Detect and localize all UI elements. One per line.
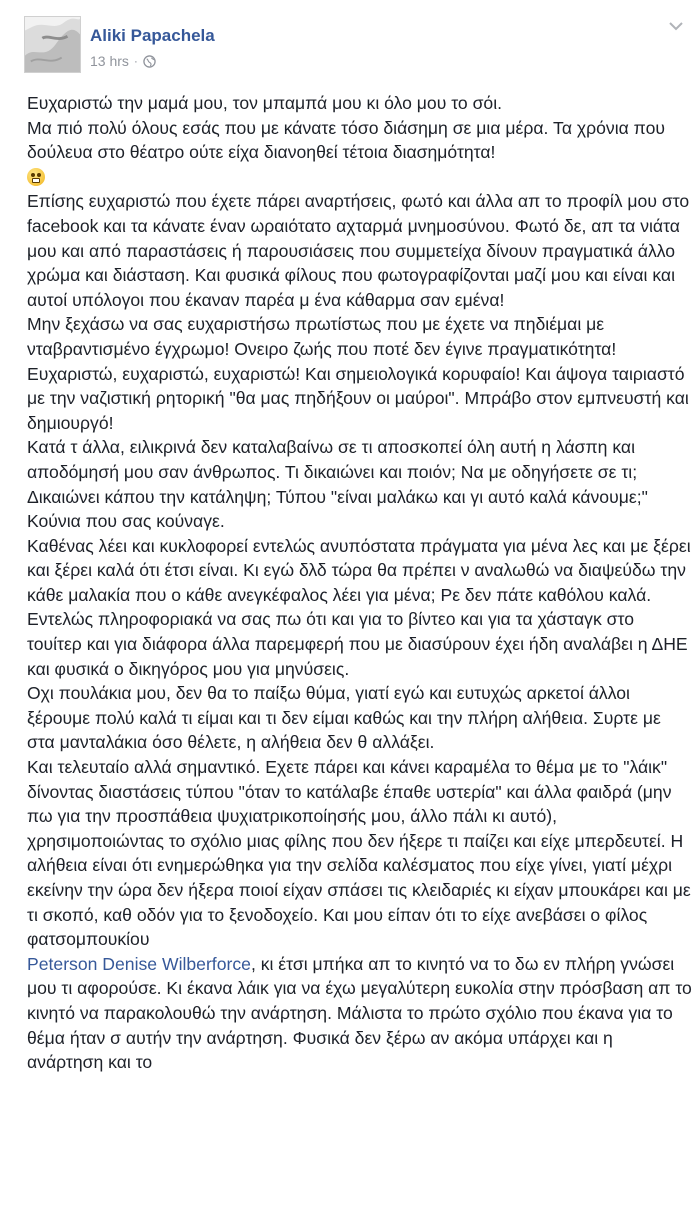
tongue-emoji-icon — [27, 168, 45, 186]
tagged-person-link[interactable]: Peterson Denise Wilberforce — [27, 953, 251, 974]
post-paragraph: Κατά τ άλλα, ειλικρινά δεν καταλαβαίνω σε τι αποσκοπεί όλη αυτή η λάσπη και αποδόμησή μου σαν άνθρωπος. Τι δικαιώνει και ποιόν; Να με οδηγήσετε σε τι; Δικαιώνει κάπου την κατάληψη; Τύπου "είναι μαλάκω και γι αυτό καλά κάνουμε;" — [27, 437, 648, 507]
post-meta — [90, 52, 156, 70]
post-paragraph: Μην ξεχάσω να σας ευχαριστήσω πρωτίστως που με έχετε να πηδιέμαι με νταβραντισμένο έγχρωμο! Ονειρο ζωής που ποτέ δεν έγινε πραγματικότητα! Ευχαριστώ, ευχαριστώ, ευχαριστώ! Και σημειολογικά κορυφαίο! Και άψογα ταιριαστό με την ναζιστική ρητορική "θα μας πηδήξουν οι μαύροι". Μπράβο στον εμπνευστή και δημιουργό! — [27, 314, 689, 433]
chevron-down-icon[interactable] — [668, 20, 684, 32]
post-paragraph — [27, 116, 692, 190]
post-paragraph-text: , κι έτσι μπήκα απ το κινητό να το δω εν πλήρη γνώσει μου τι αφορούσε. Κι έκανα λάικ για να έχω μεγαλύτερη ευκολία στην πρόσβαση απ το κινητό να παρακολουθώ την ανάρτηση. Μάλιστα το πρώτο σχόλιο που έκανα για το θέμα ήταν σ αυτήν την ανάρτηση. Φυσικά δεν ξέρω αν ακόμα υπάρχει και η ανάρτηση και το — [27, 953, 692, 1073]
post-paragraph: Κούνια που σας κούναγε. — [27, 511, 225, 532]
post-paragraph-text: Και τελευταίο αλλά σημαντικό. Εχετε πάρει και κάνει καραμέλα το θέμα με το "λάικ" δίνοντας διαστάσεις τύπου "όταν το κατάλαβε έπαθε υστερία" και άλλα φαιδρά (μην πω για την προσπάθεια ψυχιατρικοποίησής μου, άλλο πάλι κι αυτό), χρησιμοποιώντας το σχόλιο μιας φίλης που δεν ήξερε τι παίζει και είχε μπερδευτεί. Η αλήθεια είναι ότι ενημερώθηκα για την σελίδα καλέσματος που είχε γίνει, γιατί μέχρι εκείνην την ώρα δεν ήξερα ποιοί είχαν σπάσει τις κλειδαριές κι είχαν μπουκάρει και με τι σκοπό, καθ οδόν για το ξενοδοχείο. Και μου είπαν ότι το είχε ανεβάσει ο φίλος φατσομπουκίου — [27, 757, 691, 950]
post-paragraph-text: Μα πιό πολύ όλους εσάς που με κάνατε τόσο διάσημη σε μια μέρα. Τα χρόνια που δούλευα στο θέατρο ούτε είχα διανοηθεί τέτοια διασημότητα! — [27, 117, 665, 163]
avatar[interactable] — [24, 16, 81, 73]
post-paragraph: Καθένας λέει και κυκλοφορεί εντελώς ανυπόστατα πράγματα για μένα λες και με ξέρει και ξέρει καλά ότι έτσι είναι. Κι εγώ δλδ τώρα θα πρέπει ν αναλωθώ να διαψεύδω την κάθε μαλακία που ο κάθε ανεγκέφαλος λέει για μένα; Ρε δεν πάτε καθόλου καλά. — [27, 535, 691, 605]
avatar-image — [25, 17, 80, 72]
post-paragraph: Επίσης ευχαριστώ που έχετε πάρει αναρτήσεις, φωτό και άλλα απ το προφίλ μου στο facebook και τα κάνατε έναν ωραιότατο αχταρμά μνημοσύνου. Φωτό δε, απ τα νιάτα μου και από παραστάσεις ή παρουσιάσεις που συμμετείχα δίνουν πραγματικά άλλο χρώμα και διάσταση. Και φυσικά φίλους που φωτογραφίζονται μαζί μου και είναι και αυτοί υπόλογοι που έκαναν παρέα μ ένα κάθαρμα σαν εμένα! — [27, 191, 690, 310]
post-body — [27, 91, 692, 1075]
post-paragraph: Οχι πουλάκια μου, δεν θα το παίξω θύμα, γιατί εγώ και ευτυχώς αρκετοί άλλοι ξέρουμε πολύ καλά τι είμαι και τι δεν είμαι καθώς και την πλήρη αλήθεια. Συρτε με στα μανταλάκια όσο θέλετε, η αλήθεια δεν θ αλλάξει. — [27, 683, 661, 753]
author-name[interactable]: Aliki Papachela — [90, 26, 215, 45]
post-paragraph — [27, 755, 692, 1075]
post-paragraph: Ευχαριστώ την μαμά μου, τον μπαμπά μου κι όλο μου το σόι. — [27, 93, 503, 113]
globe-icon[interactable] — [143, 55, 156, 68]
meta-separator: · — [133, 54, 138, 68]
post-paragraph: Εντελώς πληροφοριακά να σας πω ότι και για το βίντεο και για τα χάσταγκ στο τουίτερ και για διάφορα άλλα παρεμφερή που με διασύρουν έχει ήδη αναλάβει η ΔΗΕ και φυσικά ο δικηγόρος μου για μηνύσεις. — [27, 609, 688, 679]
post-time[interactable]: 13 hrs — [90, 53, 129, 69]
post-header — [24, 16, 684, 76]
